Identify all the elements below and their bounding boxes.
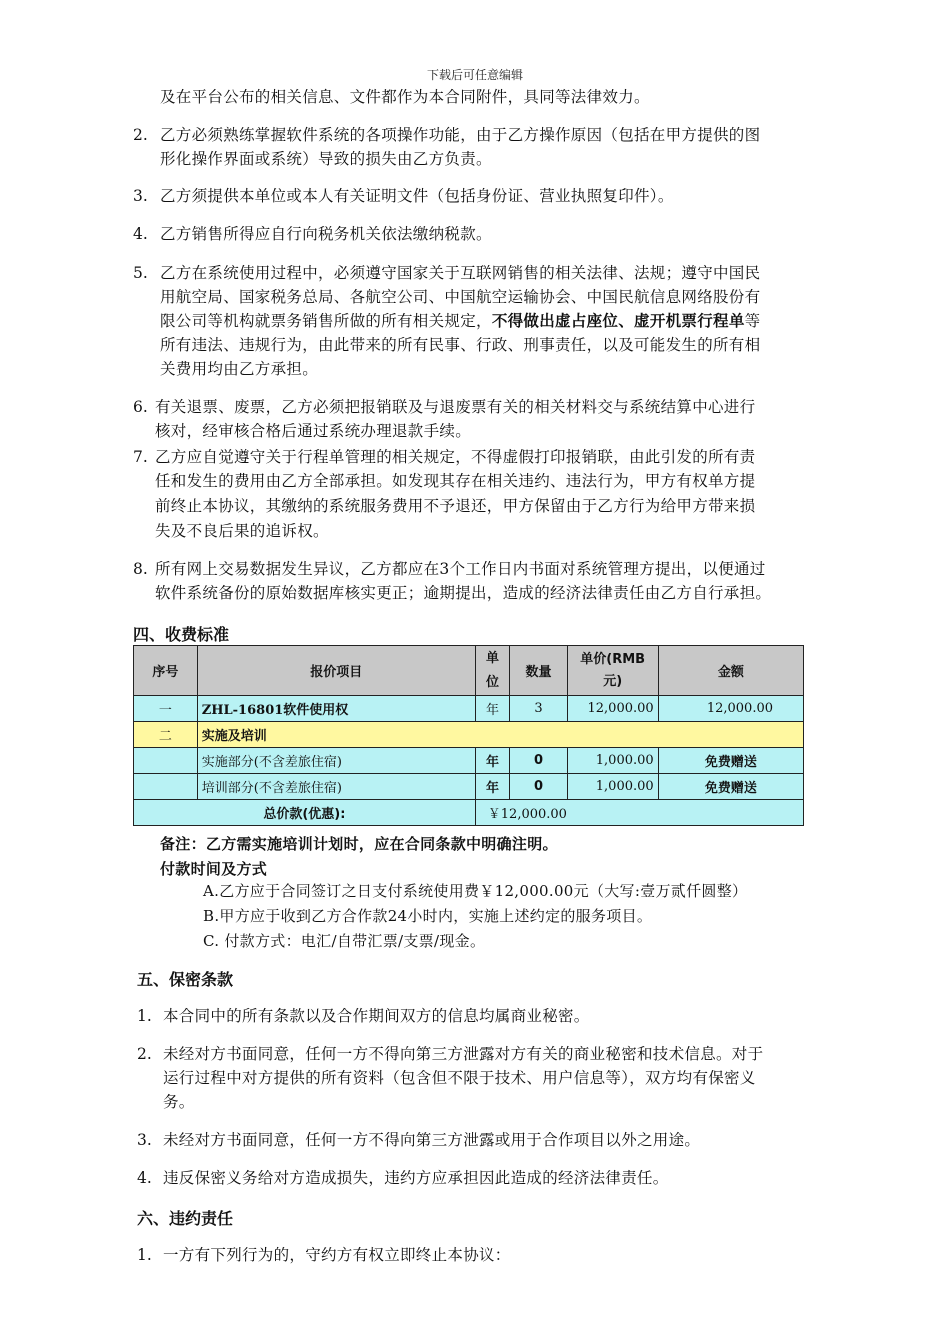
- cell-qty: 0: [510, 774, 567, 800]
- item-number: 5.: [133, 264, 148, 282]
- header-amount: 金额: [658, 646, 803, 696]
- item-text: 务。: [163, 1093, 195, 1111]
- cell-seq-empty: [134, 748, 198, 774]
- item-number: 6.: [133, 398, 148, 416]
- cell-price: 1,000.00: [567, 774, 658, 800]
- item-text-post: 等: [744, 312, 761, 330]
- header-seq: 序号: [134, 646, 198, 696]
- cell-item: 实施部分(不含差旅住宿): [197, 748, 475, 774]
- item-number: 7.: [133, 448, 148, 466]
- item-text: 所有违法、违规行为，由此带来的所有民事、行政、刑事责任，以及可能发生的所有相: [160, 336, 761, 354]
- item-text: 乙方在系统使用过程中，必须遵守国家关于互联网销售的相关法律、法规；遵守中国民: [160, 264, 761, 282]
- section-title-fees: 四、收费标准: [133, 625, 230, 644]
- payment-title: 付款时间及方式: [160, 860, 268, 878]
- item-number: 8.: [133, 560, 148, 578]
- item-text: 乙方销售所得应自行向税务机关依法缴纳税款。: [160, 225, 492, 243]
- header-note: 下载后可任意编辑: [426, 68, 523, 82]
- item-text: 本合同中的所有条款以及合作期间双方的信息均属商业秘密。: [163, 1007, 590, 1025]
- item-number: 2.: [133, 126, 148, 144]
- item-number: 3.: [133, 187, 148, 205]
- item-text: 违反保密义务给对方造成损失，违约方应承担因此造成的经济法律责任。: [163, 1169, 669, 1187]
- cell-amount: 免费赠送: [658, 774, 803, 800]
- item-number: 1.: [137, 1007, 152, 1025]
- item-text: 失及不良后果的追诉权。: [155, 522, 329, 540]
- payment-item: B.甲方应于收到乙方合作款24小时内，实施上述约定的服务项目。: [203, 907, 653, 925]
- item-text: 前终止本协议，其缴纳的系统服务费用不予退还，甲方保留由于乙方行为给甲方带来损: [155, 497, 756, 515]
- fee-table-header-row: [134, 646, 804, 696]
- cell-unit: 年: [475, 696, 509, 722]
- cell-qty: 0: [510, 748, 567, 774]
- cell-amount: 免费赠送: [658, 748, 803, 774]
- cell-seq-empty: [134, 774, 198, 800]
- section-title-liability: 六、违约责任: [137, 1209, 234, 1228]
- cell-price: 12,000.00: [567, 696, 658, 722]
- table-total-row: [134, 800, 804, 826]
- continued-line: 及在平台公布的相关信息、文件都作为本合同附件，具同等法律效力。: [160, 88, 650, 106]
- item-text-pre: 限公司等机构就票务销售所做的所有相关规定，: [160, 312, 492, 330]
- cell-qty: 3: [510, 696, 567, 722]
- cell-item: 培训部分(不含差旅住宿): [197, 774, 475, 800]
- item-text: 核对，经审核合格后通过系统办理退款手续。: [155, 422, 472, 440]
- cell-unit: 年: [475, 748, 509, 774]
- item-text: 一方有下列行为的，守约方有权立即终止本协议：: [163, 1246, 511, 1264]
- cell-unit: 年: [475, 774, 509, 800]
- header-price: 单价(RMB 元): [567, 646, 658, 696]
- item-text: 乙方应自觉遵守关于行程单管理的相关规定，不得虚假打印报销联，由此引发的所有责: [155, 448, 756, 466]
- item-text: 关费用均由乙方承担。: [160, 360, 319, 378]
- payment-item: A.乙方应于合同签订之日支付系统使用费￥12,000.00元（大写:壹万贰仟圆整）: [203, 882, 748, 900]
- section-title-confidentiality: 五、保密条款: [137, 970, 234, 989]
- cell-seq: 二: [134, 722, 198, 748]
- item-text: 任和发生的费用由乙方全部承担。如发现其存在相关违约、违法行为，甲方有权单方提: [155, 472, 756, 490]
- item-text-bold: 不得做出虚占座位、虚开机票行程单: [491, 311, 745, 330]
- cell-seq: 一: [134, 696, 198, 722]
- header-item: 报价项目: [197, 646, 475, 696]
- item-text: 未经对方书面同意，任何一方不得向第三方泄露或用于合作项目以外之用途。: [163, 1131, 701, 1149]
- total-label: 总价款(优惠):: [134, 800, 476, 826]
- fee-table: [133, 645, 804, 826]
- table-row: [134, 774, 804, 800]
- item-text: 未经对方书面同意，任何一方不得向第三方泄露对方有关的商业秘密和技术信息。对于: [163, 1045, 764, 1063]
- item-text: 有关退票、废票，乙方必须把报销联及与退废票有关的相关材料交与系统结算中心进行: [155, 398, 756, 416]
- table-row: [134, 696, 804, 722]
- cell-price: 1,000.00: [567, 748, 658, 774]
- header-qty: 数量: [510, 646, 567, 696]
- item-text: 运行过程中对方提供的所有资料（包含但不限于技术、用户信息等），双方均有保密义: [163, 1069, 756, 1087]
- item-number: 3.: [137, 1131, 152, 1149]
- header-unit: 单 位: [475, 646, 509, 696]
- item-text: 用航空局、国家税务总局、各航空公司、中国航空运输协会、中国民航信息网络股份有: [160, 288, 761, 306]
- payment-item: C. 付款方式：电汇/自带汇票/支票/现金。: [203, 932, 486, 950]
- item-text: 所有网上交易数据发生异议，乙方都应在3个工作日内书面对系统管理方提出，以便通过: [155, 560, 766, 578]
- remark: 备注：乙方需实施培训计划时，应在合同条款中明确注明。: [160, 835, 558, 853]
- item-text: 乙方须提供本单位或本人有关证明文件（包括身份证、营业执照复印件）。: [160, 187, 674, 205]
- item-number: 1.: [137, 1246, 152, 1264]
- item-text: 软件系统备份的原始数据库核实更正；逾期提出，造成的经济法律责任由乙方自行承担。: [155, 584, 772, 602]
- total-value: ￥12,000.00: [475, 800, 803, 826]
- table-row: [134, 748, 804, 774]
- table-row: [134, 722, 804, 748]
- cell-amount: 12,000.00: [658, 696, 803, 722]
- item-number: 4.: [137, 1169, 152, 1187]
- item-number: 2.: [137, 1045, 152, 1063]
- cell-item: ZHL-16801软件使用权: [197, 696, 475, 722]
- item-text: 形化操作界面或系统）导致的损失由乙方负责。: [160, 150, 492, 168]
- item-text-mixed: [160, 310, 760, 332]
- item-number: 4.: [133, 225, 148, 243]
- item-text: 乙方必须熟练掌握软件系统的各项操作功能，由于乙方操作原因（包括在甲方提供的图: [160, 126, 761, 144]
- cell-item: 实施及培训: [197, 722, 803, 748]
